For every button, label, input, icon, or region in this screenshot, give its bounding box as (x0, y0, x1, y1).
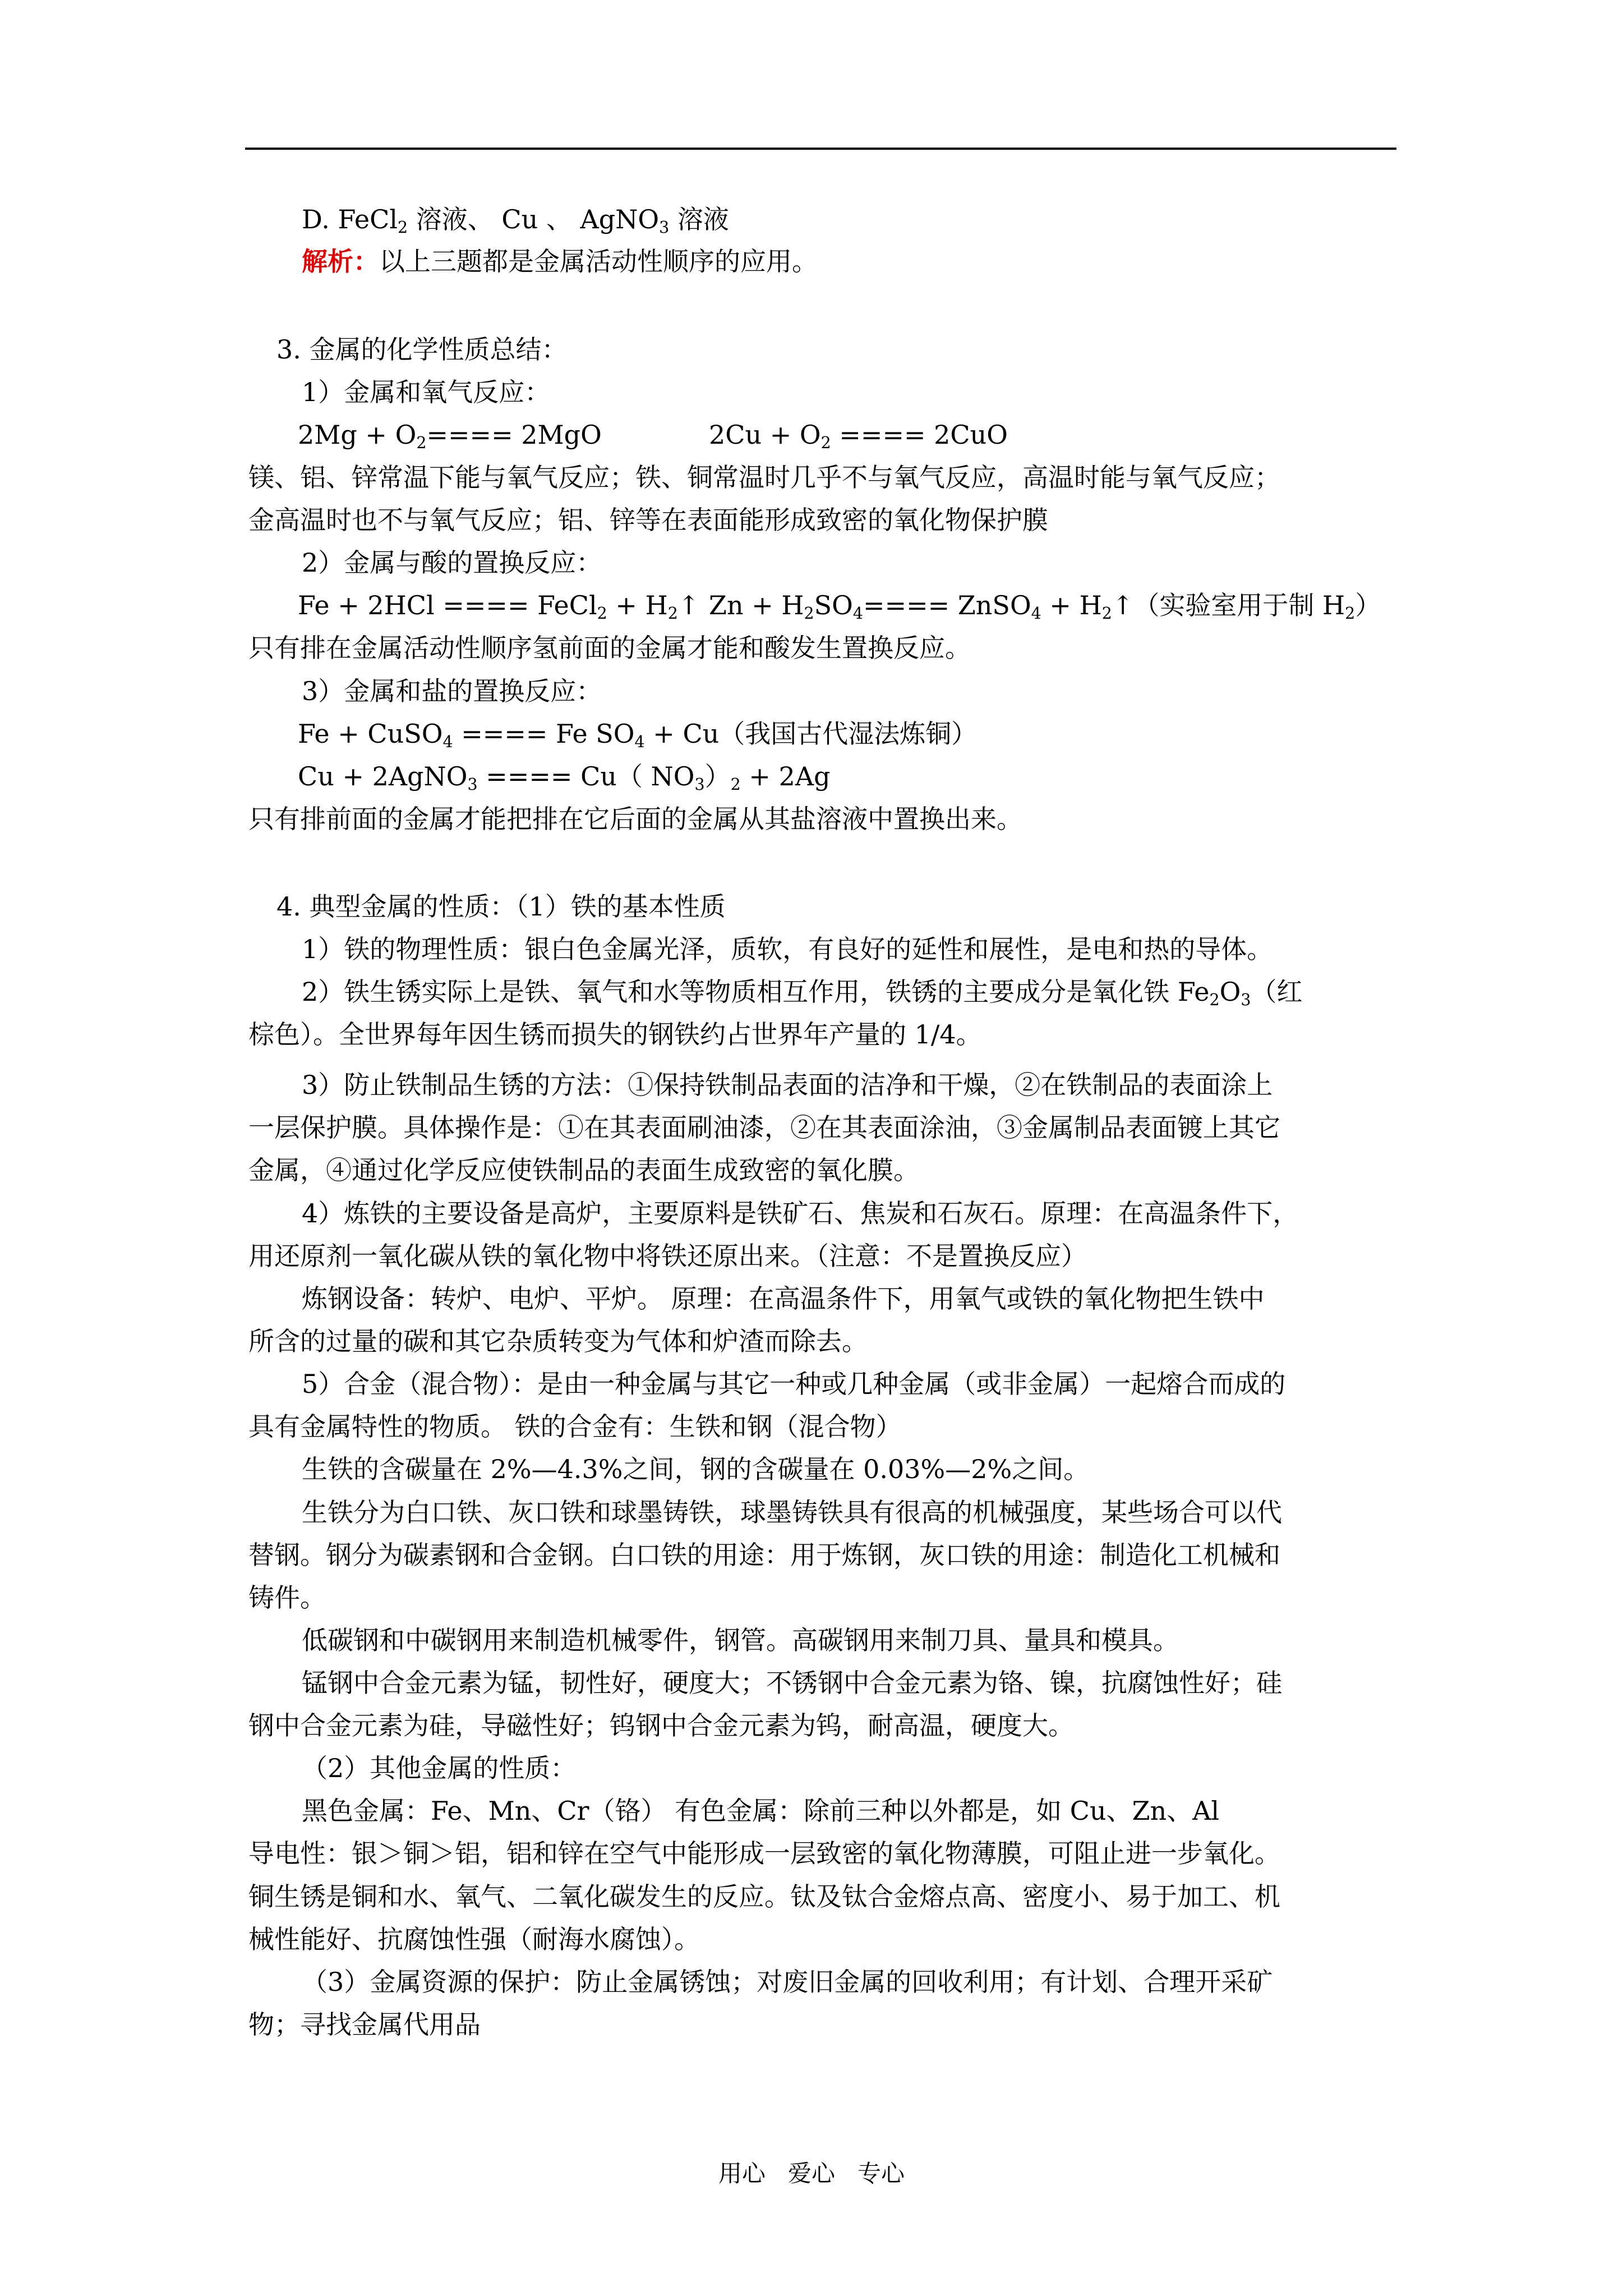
paragraph-line: 只有排在金属活动性顺序氢前面的金属才能和酸发生置换反应。 (248, 633, 971, 663)
paragraph-line: 黑色金属：Fe、Mn、Cr（铬） 有色金属：除前三种以外都是，如 Cu、Zn、Al (302, 1796, 1220, 1826)
analysis-label: 解析： (302, 246, 379, 277)
equation-cu-agno3: Cu + 2AgNO$_3$ ==== Cu（ $NO_3)_2 + 2Ag$ (298, 761, 831, 794)
paragraph-line: 2）铁生锈实际上是铁、氧气和水等物质相互作用，铁锈的主要成分是氧化铁 $Fe_2O_3$（红 (302, 977, 1303, 1009)
section-4-heading: 4. 典型金属的性质：（1）铁的基本性质 (276, 891, 726, 922)
paragraph-line: 钢中合金元素为硅，导磁性好；钨钢中合金元素为钨，耐高温，硬度大。 (248, 1710, 1074, 1741)
equation-fe-cuso4: Fe + CuSO$_4$ ==== Fe $SO_4 + Cu$（我国古代湿法炼铜） (298, 719, 978, 751)
paragraph-line: 生铁的含碳量在 2%—4.3%之间，钢的含碳量在 0.03%—2%之间。 (302, 1454, 1090, 1484)
paragraph-line: 金属，④通过化学反应使铁制品的表面生成致密的氧化膜。 (248, 1155, 919, 1185)
paragraph-line: 镁、铝、锌常温下能与氧气反应；铁、铜常温时几乎不与氧气反应，高温时能与氧气反应； (248, 462, 1280, 493)
paragraph-line: 生铁分为白口铁、灰口铁和球墨铸铁，球墨铸铁具有很高的机械强度，某些场合可以代 (302, 1497, 1282, 1527)
paragraph-line: 金高温时也不与氧气反应；铝、锌等在表面能形成致密的氧化物保护膜 (248, 505, 1048, 535)
equation-fe-hcl: Fe + 2HCl ==== FeCl$_2$ + $H_2↑$ (298, 590, 700, 623)
subsection-resource-protection: （3）金属资源的保护：防止金属锈蚀；对废旧金属的回收利用；有计划、合理开采矿 (302, 1967, 1273, 1997)
subsection-2: 2）金属与酸的置换反应： (302, 547, 602, 578)
paragraph-line: 锰钢中合金元素为锰，韧性好，硬度大；不锈钢中合金元素为铬、镍，抗腐蚀性好；硅 (302, 1668, 1282, 1698)
equation-mg: $2Mg + O_2==== 2MgO$ (298, 420, 602, 452)
subsection-3: 3）金属和盐的置换反应： (302, 676, 602, 706)
paragraph-line: 低碳钢和中碳钢用来制造机械零件，钢管。高碳钢用来制刀具、量具和模具。 (302, 1625, 1179, 1655)
equation-cu: $2Cu + O_2$ ==== 2CuO (709, 420, 1008, 452)
page-footer: 用心 爱心 专心 (718, 2160, 905, 2187)
equation-zn-h2so4: $Zn + H_2SO_4====$ ZnSO$_4$ + $H_2↑$（实验室用于制 $H_2$） (709, 590, 1381, 623)
paragraph-line: 铜生锈是铜和水、氧气、二氧化碳发生的反应。钛及钛合金熔点高、密度小、易于加工、机 (248, 1881, 1280, 1912)
paragraph-line: 3）防止铁制品生锈的方法：①保持铁制品表面的洁净和干燥，②在铁制品的表面涂上 (302, 1070, 1273, 1100)
paragraph-line: 械性能好、抗腐蚀性强（耐海水腐蚀）。 (248, 1924, 700, 1954)
paragraph-line: 一层保护膜。具体操作是：①在其表面刷油漆，②在其表面涂油，③金属制品表面镀上其它 (248, 1112, 1280, 1143)
paragraph-line: 1）铁的物理性质：银白色金属光泽，质软，有良好的延性和展性，是电和热的导体。 (302, 934, 1273, 964)
paragraph-line: 所含的过量的碳和其它杂质转变为气体和炉渣而除去。 (248, 1326, 868, 1356)
option-d: D. FeCl$_2$ 溶液、 Cu 、 AgNO$_3$ 溶液 (302, 204, 729, 237)
section-3-heading: 3. 金属的化学性质总结： (276, 334, 568, 365)
paragraph-line: 铸件。 (248, 1582, 326, 1613)
paragraph-line: 炼钢设备：转炉、电炉、平炉。 原理：在高温条件下，用氧气或铁的氧化物把生铁中 (302, 1283, 1265, 1314)
paragraph-line: 具有金属特性的物质。 铁的合金有：生铁和钢（混合物） (248, 1411, 902, 1442)
paragraph-line: 物；寻找金属代用品 (248, 2009, 481, 2040)
paragraph-line: 只有排前面的金属才能把排在它后面的金属从其盐溶液中置换出来。 (248, 804, 1022, 834)
header-rule (245, 148, 1396, 150)
subsection-other-metals: （2）其他金属的性质： (302, 1753, 577, 1783)
analysis-line: 解析：以上三题都是金属活动性顺序的应用。 (302, 246, 818, 277)
paragraph-line: 5）合金（混合物）：是由一种金属与其它一种或几种金属（或非金属）一起熔合而成的 (302, 1369, 1286, 1399)
paragraph-line: 4）炼铁的主要设备是高炉，主要原料是铁矿石、焦炭和石灰石。原理：在高温条件下， (302, 1198, 1299, 1228)
paragraph-line: 用还原剂一氧化碳从铁的氧化物中将铁还原出来。（注意：不是置换反应） (248, 1241, 1087, 1271)
paragraph-line: 替钢。钢分为碳素钢和合金钢。白口铁的用途：用于炼钢，灰口铁的用途：制造化工机械和 (248, 1540, 1280, 1570)
subsection-1: 1）金属和氧气反应： (302, 377, 551, 407)
paragraph-line: 棕色）。全世界每年因生锈而损失的钢铁约占世界年产量的 1/4。 (248, 1019, 982, 1050)
paragraph-line: 导电性：银＞铜＞铝，铝和锌在空气中能形成一层致密的氧化物薄膜，可阻止进一步氧化。 (248, 1838, 1280, 1869)
